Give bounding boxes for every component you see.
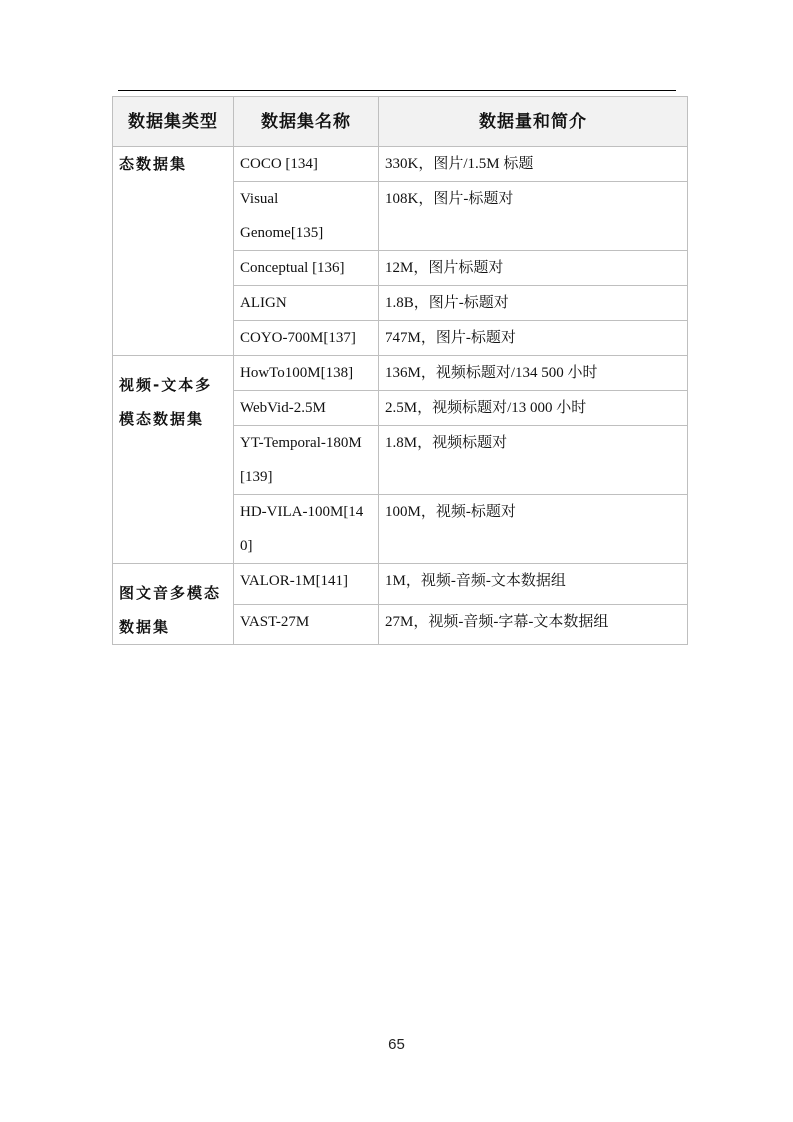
table-row <box>113 147 688 182</box>
dataset-desc-cell: 27M，视频-音频-字幕-文本数据组 <box>379 604 688 645</box>
dataset-name-cell: Conceptual [136] <box>234 251 379 286</box>
dataset-desc-cell: 1.8B，图片-标题对 <box>379 286 688 321</box>
page-number: 65 <box>388 1036 405 1053</box>
dataset-table <box>112 96 688 645</box>
dataset-type-cell: 图文音多模态数据集 <box>113 564 234 645</box>
dataset-name-cell: WebVid-2.5M <box>234 391 379 426</box>
dataset-name-cell: VAST-27M <box>234 604 379 645</box>
dataset-name-cell: ALIGN <box>234 286 379 321</box>
table-row <box>113 356 688 391</box>
dataset-desc-cell: 100M，视频-标题对 <box>379 495 688 564</box>
dataset-type-cell: 视频-文本多模态数据集 <box>113 356 234 564</box>
header-dataset-type: 数据集类型 <box>113 97 234 147</box>
dataset-desc-cell: 1.8M，视频标题对 <box>379 426 688 495</box>
dataset-desc-cell: 747M，图片-标题对 <box>379 321 688 356</box>
dataset-desc-cell: 108K，图片-标题对 <box>379 182 688 251</box>
dataset-name-cell: COCO [134] <box>234 147 379 182</box>
dataset-desc-cell: 1M，视频-音频-文本数据组 <box>379 564 688 605</box>
dataset-desc-cell: 136M，视频标题对/134 500 小时 <box>379 356 688 391</box>
header-size-description: 数据量和简介 <box>379 97 688 147</box>
table-row <box>113 564 688 605</box>
dataset-name-cell: Visual Genome[135] <box>234 182 379 251</box>
dataset-desc-cell: 330K，图片/1.5M 标题 <box>379 147 688 182</box>
dataset-name-cell: VALOR-1M[141] <box>234 564 379 605</box>
dataset-name-cell: COYO-700M[137] <box>234 321 379 356</box>
header-dataset-name: 数据集名称 <box>234 97 379 147</box>
dataset-name-cell: HD-VILA-100M[140] <box>234 495 379 564</box>
dataset-name-cell: YT-Temporal-180M [139] <box>234 426 379 495</box>
dataset-desc-cell: 12M，图片标题对 <box>379 251 688 286</box>
header-rule <box>118 90 676 91</box>
dataset-type-cell: 态数据集 <box>113 147 234 356</box>
dataset-name-cell: HowTo100M[138] <box>234 356 379 391</box>
dataset-desc-cell: 2.5M，视频标题对/13 000 小时 <box>379 391 688 426</box>
table-header-row <box>113 97 688 147</box>
